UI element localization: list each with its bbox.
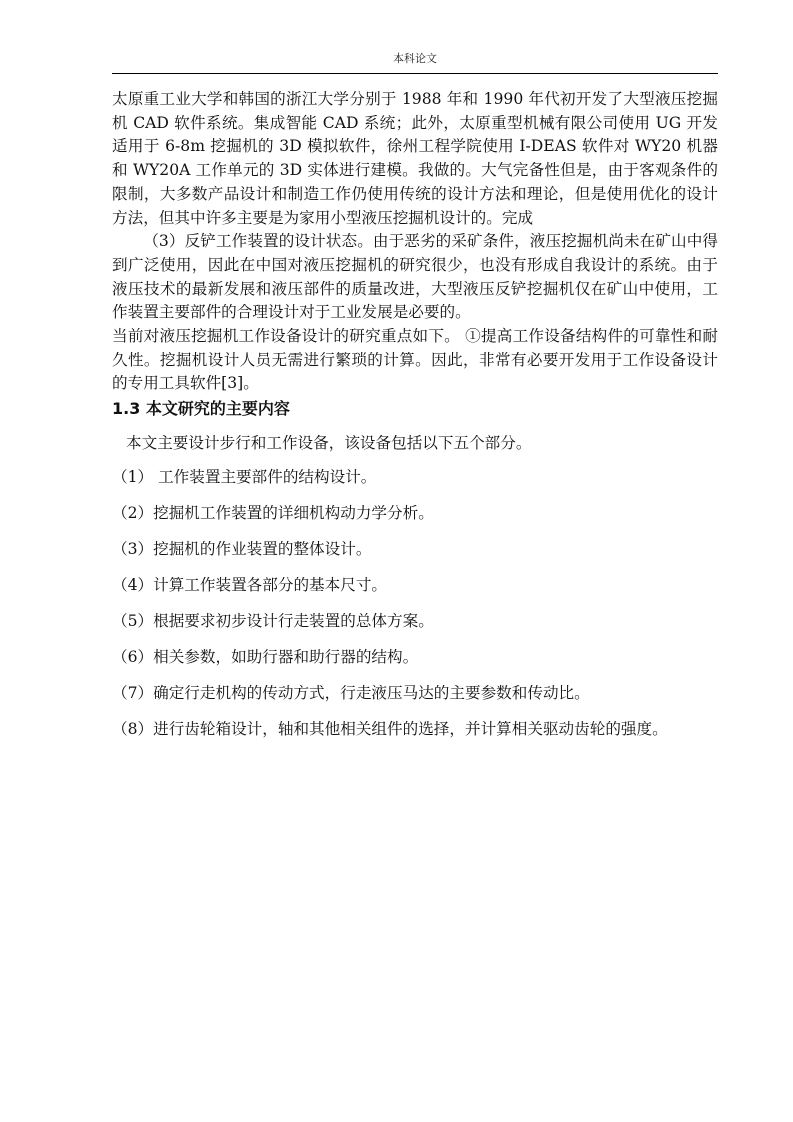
section-intro: 本文主要设计步行和工作设备，该设备包括以下五个部分。 bbox=[126, 434, 532, 453]
list-item: （4）计算工作装置各部分的基本尺寸。 bbox=[112, 576, 388, 595]
header-rule bbox=[112, 73, 718, 74]
paragraph-cad-history: 太原重工业大学和韩国的浙江大学分别于 1988 年和 1990 年代初开发了大型液压挖掘机 CAD 软件系统。集成智能 CAD 系统；此外，太原重型机械有限公司使用 UG 开发适用于 6-8m 挖掘机的 3D 模拟软件，徐州工程学院使用 I-DEAS 软件对 WY20 机器和 WY20A 工作单元的 3D 实体进行建模。我做的。大气完备性但是，由于客观条件的限制，大多数产品设计和制造工作仍使用传统的设计方法和理论，但是使用优化的设计方法，但其中许多主要是为家用小型液压挖掘机设计的。完成 bbox=[112, 90, 718, 227]
paragraph-research-focus: 当前对液压挖掘机工作设备设计的研究重点如下。 ①提高工作设备结构件的可靠性和耐久性。挖掘机设计人员无需进行繁琐的计算。因此，非常有必要开发用于工作设备设计的专用工具软件[3]。 bbox=[112, 327, 718, 393]
content-list bbox=[112, 465, 718, 741]
document-body bbox=[112, 88, 718, 741]
paragraph-backhoe-status: （3）反铲工作装置的设计状态。由于恶劣的采矿条件，液压挖掘机尚未在矿山中得到广泛使用，因此在中国对液压挖掘机的研究很少，也没有形成自我设计的系统。由于液压技术的最新发展和液压部件的质量改进，大型液压反铲挖掘机仅在矿山中使用，工作装置主要部件的合理设计对于工业发展是必要的。 bbox=[112, 232, 718, 322]
page-header-title: 本科论文 bbox=[393, 52, 437, 65]
list-item: （5）根据要求初步设计行走装置的总体方案。 bbox=[112, 612, 434, 631]
list-item: （3）挖掘机的作业装置的整体设计。 bbox=[112, 540, 372, 559]
list-item: （7）确定行走机构的传动方式，行走液压马达的主要参数和传动比。 bbox=[112, 684, 590, 703]
section-heading: 1.3 本文研究的主要内容 bbox=[112, 399, 290, 419]
list-item: （1） 工作装置主要部件的结构设计。 bbox=[112, 468, 377, 487]
list-item: （2）挖掘机工作装置的详细机构动力学分析。 bbox=[112, 504, 434, 523]
list-item: （6）相关参数，如助行器和助行器的结构。 bbox=[112, 648, 419, 667]
list-item: （8）进行齿轮箱设计，轴和其他相关组件的选择，并计算相关驱动齿轮的强度。 bbox=[112, 720, 668, 739]
